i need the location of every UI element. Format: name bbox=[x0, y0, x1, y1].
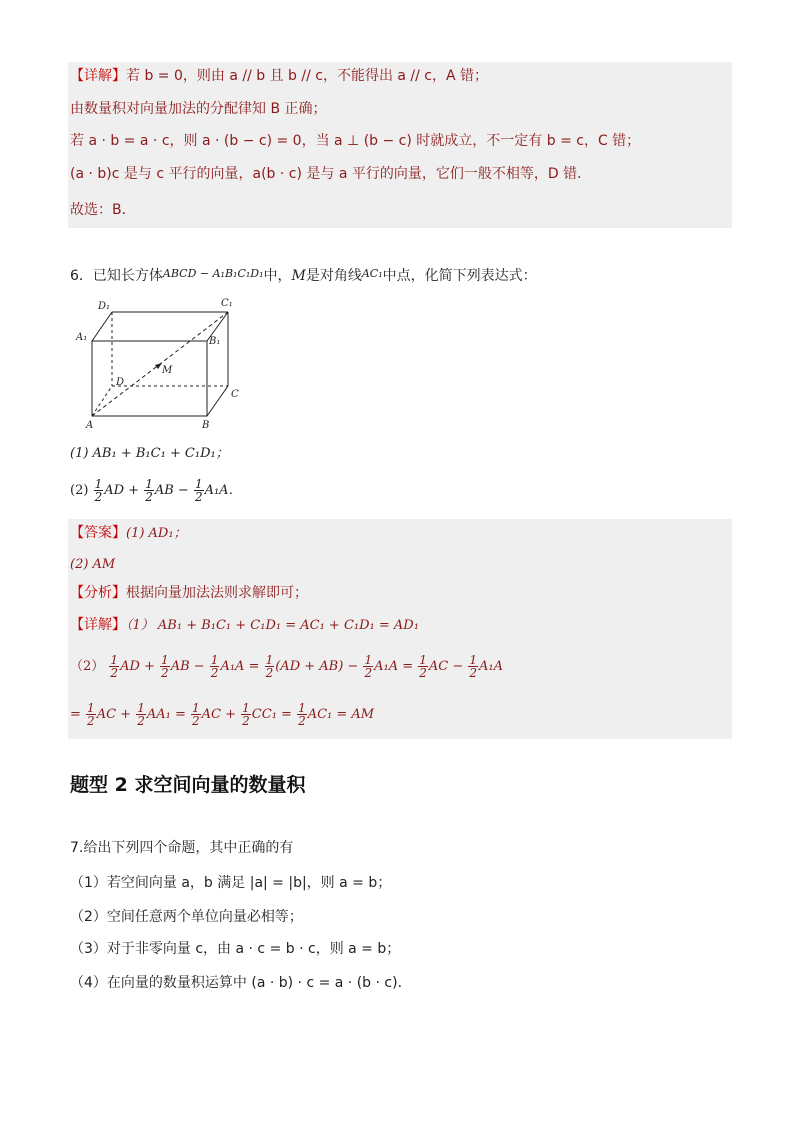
frac-den: 2 bbox=[210, 666, 219, 680]
q6-stem-suffix: 中点，化简下列表达式： bbox=[382, 268, 537, 284]
q6-part-1 bbox=[70, 444, 229, 464]
frac-num: 1 bbox=[469, 653, 478, 667]
fraction-half bbox=[144, 478, 154, 503]
q6-point: M bbox=[291, 268, 306, 284]
q7-item-3-text: （3）对于非零向量 c，由 a · c = b · c，则 a = b； bbox=[70, 941, 401, 957]
frac-den: 2 bbox=[145, 490, 153, 504]
detail-q6-3b: AC + bbox=[96, 707, 132, 722]
answer-tag: 【答案】 bbox=[70, 525, 126, 541]
frac-den: 2 bbox=[87, 714, 95, 728]
detail-q6-line-1 bbox=[70, 615, 419, 636]
detail-q6-2e: A₁A = bbox=[374, 659, 414, 674]
edge-b-c bbox=[207, 386, 228, 416]
detail-q6-2f: AC − bbox=[428, 659, 464, 674]
frac-den: 2 bbox=[242, 714, 250, 728]
edge-a-d bbox=[92, 386, 112, 416]
frac-den: 2 bbox=[364, 666, 373, 680]
detail-text-4: (a · b)c 是与 c 平行的向量，a(b · c) 是与 a 平行的向量，它们一般不相等，D 错． bbox=[70, 166, 592, 182]
frac-num: 1 bbox=[265, 653, 274, 667]
q7-item-1-text: （1）若空间向量 a，b 满足 |a| = |b|，则 a = b； bbox=[70, 875, 392, 891]
frac-num: 1 bbox=[161, 653, 169, 667]
detail-text-3: 若 a · b = a · c，则 a · (b − c) = 0，当 a ⊥ (b − c) 时就成立，不一定有 b = c，C 错； bbox=[70, 133, 641, 149]
q6-stem bbox=[70, 264, 537, 286]
label-m: M bbox=[162, 365, 173, 376]
detail-text-1: 若 b = 0，则由 a // b 且 b // c，不能得出 a // c，A 错； bbox=[126, 68, 489, 84]
q6-part-1-expr: (1) AB₁ + B₁C₁ + C₁D₁； bbox=[70, 446, 229, 461]
q7-item-3 bbox=[70, 939, 400, 959]
detail-q6-line-3 bbox=[70, 702, 374, 727]
detail-line-3 bbox=[70, 131, 640, 151]
detail-q6-tag: 【详解】 bbox=[70, 617, 126, 633]
frac-den: 2 bbox=[137, 714, 145, 728]
frac-num: 1 bbox=[242, 701, 250, 715]
label-c1: C₁ bbox=[221, 298, 233, 309]
fraction-half bbox=[194, 478, 204, 503]
fraction-half bbox=[136, 702, 146, 727]
label-d: D bbox=[116, 377, 125, 388]
analysis-tag: 【分析】 bbox=[70, 585, 126, 601]
detail-q6-2d: (AD + AB) − bbox=[275, 659, 359, 674]
detail-line-5 bbox=[70, 200, 136, 220]
frac-num: 1 bbox=[210, 653, 219, 667]
label-c: C bbox=[231, 389, 239, 400]
detail-text-2: 由数量积对向量加法的分配律知 B 正确； bbox=[70, 101, 327, 117]
q7-stem-text: 7.给出下列四个命题，其中正确的有 bbox=[70, 840, 294, 856]
fraction-half bbox=[468, 654, 478, 679]
detail-q6-3a: = bbox=[70, 707, 81, 722]
answer-2: (2) AM bbox=[70, 557, 116, 572]
detail-q6-3f: AC₁ = AM bbox=[307, 707, 375, 722]
label-a1: A₁ bbox=[76, 332, 88, 343]
detail-text-5: 故选：B． bbox=[70, 202, 136, 218]
q6-stem-mid2: 是对角线 bbox=[305, 268, 362, 284]
front-face bbox=[92, 341, 207, 416]
fraction-half bbox=[160, 654, 170, 679]
frac-num: 1 bbox=[298, 701, 306, 715]
detail-q6-2a: AD + bbox=[120, 659, 155, 674]
frac-num: 1 bbox=[145, 477, 153, 491]
detail-q6-expr-1: （1） AB₁ + B₁C₁ + C₁D₁ = AC₁ + C₁D₁ = AD₁ bbox=[126, 618, 419, 633]
q6-solid: ABCD − A₁B₁C₁D₁ bbox=[162, 267, 264, 280]
fraction-half bbox=[297, 702, 307, 727]
detail-q6-2c: A₁A = bbox=[220, 659, 260, 674]
fraction-half bbox=[241, 702, 251, 727]
q7-item-2-text: （2）空间任意两个单位向量必相等； bbox=[70, 909, 303, 925]
answer-1: (1) AD₁； bbox=[126, 526, 187, 541]
q6-part-2-label: (2) bbox=[70, 483, 89, 498]
q7-stem bbox=[70, 838, 293, 858]
q6-part-2-term-1: AD + bbox=[104, 483, 140, 498]
detail-line-1 bbox=[70, 66, 488, 86]
detail-q6-3d: AC + bbox=[201, 707, 237, 722]
frac-num: 1 bbox=[87, 701, 95, 715]
detail-line-2 bbox=[70, 99, 327, 119]
fraction-half bbox=[210, 654, 220, 679]
frac-den: 2 bbox=[192, 714, 200, 728]
q6-part-2-term-3: A₁A． bbox=[204, 483, 242, 498]
detail-tag: 【详解】 bbox=[70, 68, 126, 84]
label-b1: B₁ bbox=[209, 336, 221, 347]
section-heading: 题型 2 求空间向量的数量积 bbox=[70, 774, 306, 796]
cuboid-figure bbox=[70, 293, 250, 433]
detail-q6-2b: AB − bbox=[170, 659, 205, 674]
fraction-half bbox=[109, 654, 119, 679]
edge-a1-d1 bbox=[92, 312, 112, 341]
fraction-half bbox=[363, 654, 373, 679]
frac-num: 1 bbox=[137, 701, 145, 715]
q7-item-4 bbox=[70, 973, 412, 993]
answer-line bbox=[70, 523, 187, 544]
analysis-text: 根据向量加法法则求解即可； bbox=[126, 585, 308, 601]
frac-num: 1 bbox=[110, 653, 119, 667]
midpoint-arrow bbox=[155, 363, 162, 369]
fraction-half bbox=[191, 702, 201, 727]
q6-stem-prefix: 6．已知长方体 bbox=[70, 268, 163, 284]
detail-q6-3e: CC₁ = bbox=[251, 707, 292, 722]
detail-q6-3c: AA₁ = bbox=[146, 707, 186, 722]
frac-den: 2 bbox=[94, 490, 103, 504]
frac-den: 2 bbox=[194, 490, 203, 504]
q7-item-4-text: （4）在向量的数量积运算中 (a · b) · c = a · (b · c)． bbox=[70, 975, 412, 991]
detail-line-4 bbox=[70, 164, 591, 184]
fraction-half bbox=[418, 654, 428, 679]
frac-num: 1 bbox=[364, 653, 373, 667]
detail-q6-2g: A₁A bbox=[479, 659, 504, 674]
detail-q6-label-2: （2） bbox=[70, 659, 105, 674]
analysis-line bbox=[70, 583, 308, 603]
fraction-half bbox=[265, 654, 275, 679]
q6-diag: AC₁ bbox=[361, 267, 383, 280]
frac-num: 1 bbox=[94, 477, 103, 491]
frac-den: 2 bbox=[419, 666, 427, 680]
fraction-half bbox=[86, 702, 96, 727]
frac-num: 1 bbox=[194, 477, 203, 491]
fraction-half bbox=[94, 478, 104, 503]
q7-item-1 bbox=[70, 873, 391, 893]
answer-line-2 bbox=[70, 555, 115, 575]
q6-part-2-term-2: AB − bbox=[154, 483, 189, 498]
label-b: B bbox=[202, 420, 210, 431]
frac-den: 2 bbox=[265, 666, 274, 680]
label-a: A bbox=[86, 420, 94, 431]
label-d1: D₁ bbox=[98, 301, 111, 312]
frac-den: 2 bbox=[110, 666, 119, 680]
frac-num: 1 bbox=[192, 701, 200, 715]
q7-item-2 bbox=[70, 907, 303, 927]
q6-stem-mid: 中， bbox=[263, 268, 292, 284]
frac-den: 2 bbox=[161, 666, 169, 680]
q6-part-2 bbox=[70, 478, 242, 503]
detail-q6-line-2 bbox=[70, 654, 503, 679]
frac-num: 1 bbox=[419, 653, 427, 667]
frac-den: 2 bbox=[298, 714, 306, 728]
frac-den: 2 bbox=[469, 666, 478, 680]
